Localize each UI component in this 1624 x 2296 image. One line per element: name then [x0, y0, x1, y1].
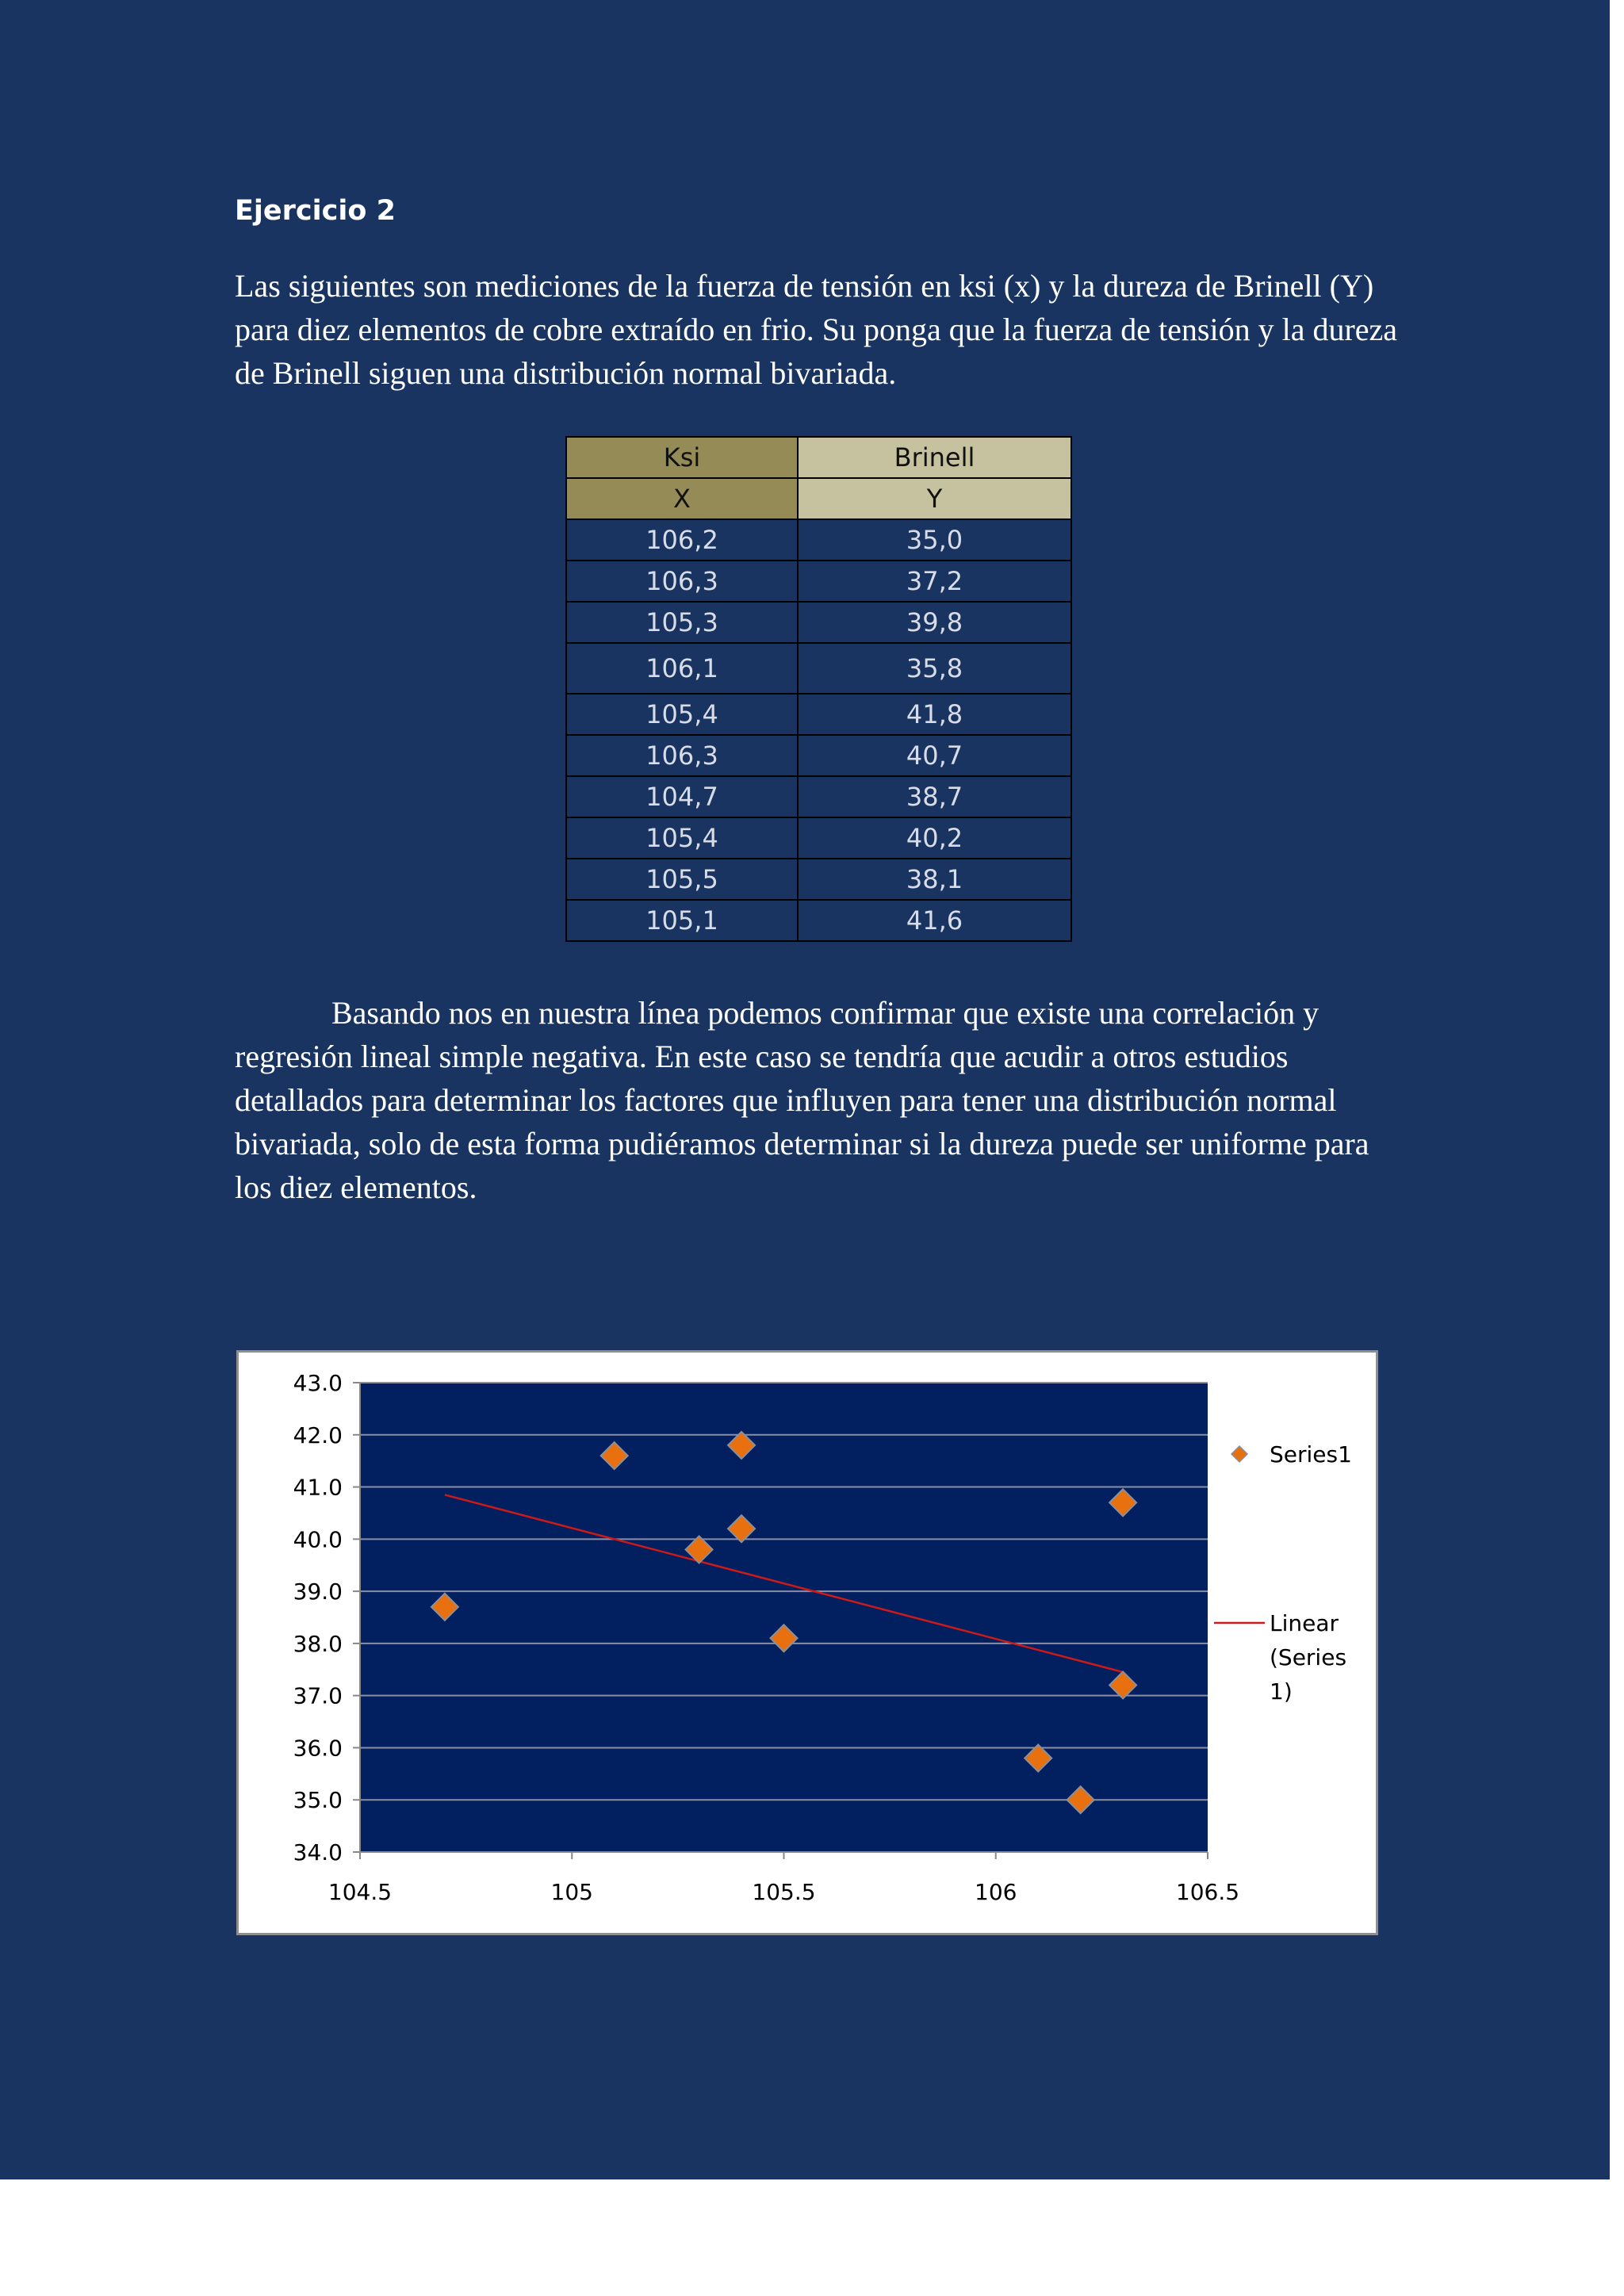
table-cell: 35,8	[798, 643, 1071, 694]
table-cell: 105,1	[566, 900, 798, 941]
table-cell: Y	[798, 478, 1071, 519]
x-tick-label: 106.5	[1175, 1879, 1240, 1905]
table-cell: 105,4	[566, 694, 798, 735]
table-subheader-row	[566, 478, 1071, 519]
conclusion-paragraph: Basando nos en nuestra línea podemos confirmar que existe una correlación y regresión lineal simple negativa. En este caso se tendría que acudir a otros estudios detallados para determinar los factores que influyen para tener una distribución normal bivariada, solo de esta forma pudiéramos determinar si la dureza puede ser uniforme para los diez elementos.	[235, 995, 1369, 1205]
y-tick-label: 36.0	[293, 1735, 343, 1762]
plot-area	[360, 1383, 1208, 1852]
table-row	[566, 817, 1071, 859]
y-tick-label: 38.0	[293, 1630, 343, 1657]
x-tick-label: 105.5	[752, 1879, 816, 1905]
table-row	[566, 859, 1071, 900]
y-tick-label: 42.0	[293, 1422, 343, 1448]
table-row	[566, 694, 1071, 735]
data-table	[565, 436, 1072, 942]
table-cell: 106,3	[566, 561, 798, 602]
legend-marker-series1	[1231, 1446, 1247, 1462]
table-row	[566, 776, 1071, 817]
table-cell: 106,1	[566, 643, 798, 694]
table-row	[566, 561, 1071, 602]
table-row	[566, 735, 1071, 776]
legend-label-linear: 1)	[1270, 1678, 1293, 1705]
x-tick-label: 106	[975, 1879, 1017, 1905]
legend-label-linear: (Series	[1270, 1644, 1347, 1670]
y-tick-label: 35.0	[293, 1787, 343, 1814]
x-tick-label: 105	[550, 1879, 593, 1905]
legend-label-series1: Series1	[1270, 1441, 1352, 1468]
table-row	[566, 900, 1071, 941]
y-tick-label: 37.0	[293, 1682, 343, 1709]
exercise-heading: Ejercicio 2	[235, 195, 396, 227]
table-cell: X	[566, 478, 798, 519]
table-cell: Brinell	[798, 437, 1071, 478]
x-tick-label: 104.5	[327, 1879, 393, 1905]
table-cell: 104,7	[566, 776, 798, 817]
table-cell: 106,3	[566, 735, 798, 776]
table-cell: 41,6	[798, 900, 1071, 941]
scatter-chart	[236, 1350, 1378, 1935]
y-tick-label: 40.0	[293, 1526, 343, 1553]
table-cell: 105,5	[566, 859, 798, 900]
table-cell: 37,2	[798, 561, 1071, 602]
table-cell: 105,4	[566, 817, 798, 859]
table-cell: 38,7	[798, 776, 1071, 817]
table-cell: 38,1	[798, 859, 1071, 900]
y-tick-label: 39.0	[293, 1578, 343, 1605]
intro-paragraph: Las siguientes son mediciones de la fuerza de tensión en ksi (x) y la dureza de Brinell (Y) para diez elementos de cobre extraído en frio. Su ponga que la fuerza de tensión y la dureza de Brinell siguen una distribución normal bivariada.	[235, 268, 1398, 391]
legend-label-linear: Linear	[1270, 1610, 1339, 1636]
table-cell: 40,7	[798, 735, 1071, 776]
table-cell: 41,8	[798, 694, 1071, 735]
table-cell: 35,0	[798, 519, 1071, 561]
y-tick-label: 34.0	[293, 1839, 343, 1866]
y-tick-label: 41.0	[293, 1474, 343, 1501]
table-cell: 106,2	[566, 519, 798, 561]
table-cell: 39,8	[798, 602, 1071, 643]
table-header-row	[566, 437, 1071, 478]
table-cell: 40,2	[798, 817, 1071, 859]
table-cell: 105,3	[566, 602, 798, 643]
table-row	[566, 519, 1071, 561]
y-tick-label: 43.0	[293, 1370, 343, 1396]
table-row	[566, 602, 1071, 643]
table-cell: Ksi	[566, 437, 798, 478]
table-row	[566, 643, 1071, 694]
chart-svg	[239, 1353, 1376, 1933]
